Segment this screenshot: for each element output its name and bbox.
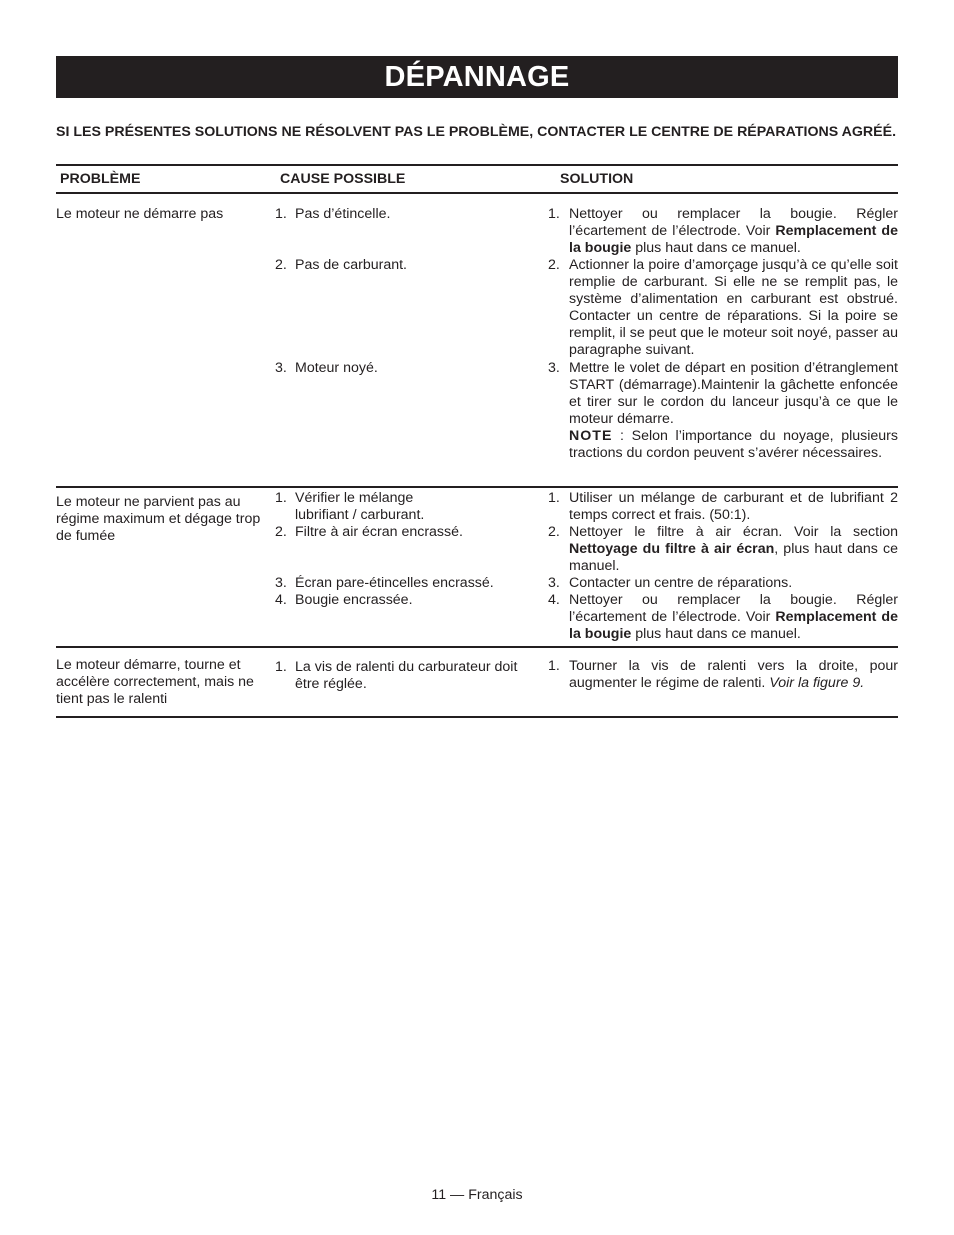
row2-problem: Le moteur ne parvient pas au régime maximum et dégage trop de fumée [56,494,261,544]
table-top-rule [56,164,898,166]
figure-reference: Voir la figure 9. [769,675,865,691]
cause-text: Bougie encrassée. [295,592,413,608]
solution-text: Utiliser un mélange de carburant et de lubrifiant 2 temps correct et frais. (50:1). [569,490,898,523]
header-solution: SOLUTION [560,171,634,187]
solution-text: Contacter un centre de réparations. [569,575,793,591]
cause-text: Pas de carburant. [295,257,407,273]
page-title: DÉPANNAGE [384,60,570,93]
cause-text: Pas d’étincelle. [295,206,391,222]
solution-num: 1. [548,490,560,506]
solution-num: 1. [548,658,560,674]
solution-text: Tourner la vis de ralenti vers la droite, pour augmenter le régime de ralenti. Voir la figure 9. [569,658,898,691]
cause-num: 3. [275,360,287,376]
header-cause: CAUSE POSSIBLE [280,171,406,187]
row1-bottom-rule [56,486,898,488]
note-label: NOTE [569,428,613,444]
row3-problem: Le moteur démarre, tourne et accélère correctement, mais ne tient pas le ralenti [56,657,254,707]
solution-num: 3. [548,575,560,591]
page-title-banner [56,56,898,98]
solution-num: 1. [548,206,560,222]
header-bottom-rule [56,192,898,194]
solution-text: Mettre le volet de départ en position d’étranglement START (démarrage).Maintenir la gâchette enfoncée et tirer sur le cordon du lanceur jusqu’à ce que le moteur démarre. NOTE : Selon l’importance du noyage, plusieurs tractions du cordon peuvent s’avérer nécessaires. [569,360,898,461]
row1-problem: Le moteur ne démarre pas [56,206,224,222]
cause-num: 4. [275,592,287,608]
cause-text: Vérifier le mélange lubrifiant / carburant. [295,490,425,523]
cause-num: 2. [275,524,287,540]
header-problem: PROBLÈME [60,171,141,187]
cause-text: Écran pare-étincelles encrassé. [295,575,494,591]
cause-num: 2. [275,257,287,273]
cause-text: La vis de ralenti du carburateur doit être réglée. [295,659,518,692]
page-footer: 11 — Français [431,1187,523,1203]
solution-num: 2. [548,524,560,540]
solution-num: 4. [548,592,560,608]
cause-num: 1. [275,490,287,506]
table-bottom-rule [56,716,898,718]
solution-text: Nettoyer ou remplacer la bougie. Régler l’écartement de l’électrode. Voir Remplacement de la bougie plus haut dans ce manuel. [569,592,898,642]
cause-num: 1. [275,659,287,675]
solution-text: Nettoyer ou remplacer la bougie. Régler l’écartement de l’électrode. Voir Remplacement de la bougie plus haut dans ce manuel. [569,206,898,256]
solution-text: Nettoyer le filtre à air écran. Voir la section Nettoyage du filtre à air écran, plus haut dans ce manuel. [569,524,898,574]
intro-warning: SI LES PRÉSENTES SOLUTIONS NE RÉSOLVENT PAS LE PROBLÈME, CONTACTER LE CENTRE DE RÉPARATIONS AGRÉÉ. [56,124,897,140]
cause-text: Moteur noyé. [295,360,378,376]
solution-text: Actionner la poire d’amorçage jusqu’à ce qu’elle soit remplie de carburant. Si elle ne se remplit pas, le système d’alimentation en carburant est obstrué. Contacter un centre de réparations. Si la poire se remplit, il se peut que le moteur soit noyé, passer au paragraphe suivant. [569,257,898,358]
row2-bottom-rule [56,646,898,648]
cause-text: Filtre à air écran encrassé. [295,524,463,540]
cause-num: 3. [275,575,287,591]
solution-num: 3. [548,360,560,376]
cause-num: 1. [275,206,287,222]
solution-num: 2. [548,257,560,273]
